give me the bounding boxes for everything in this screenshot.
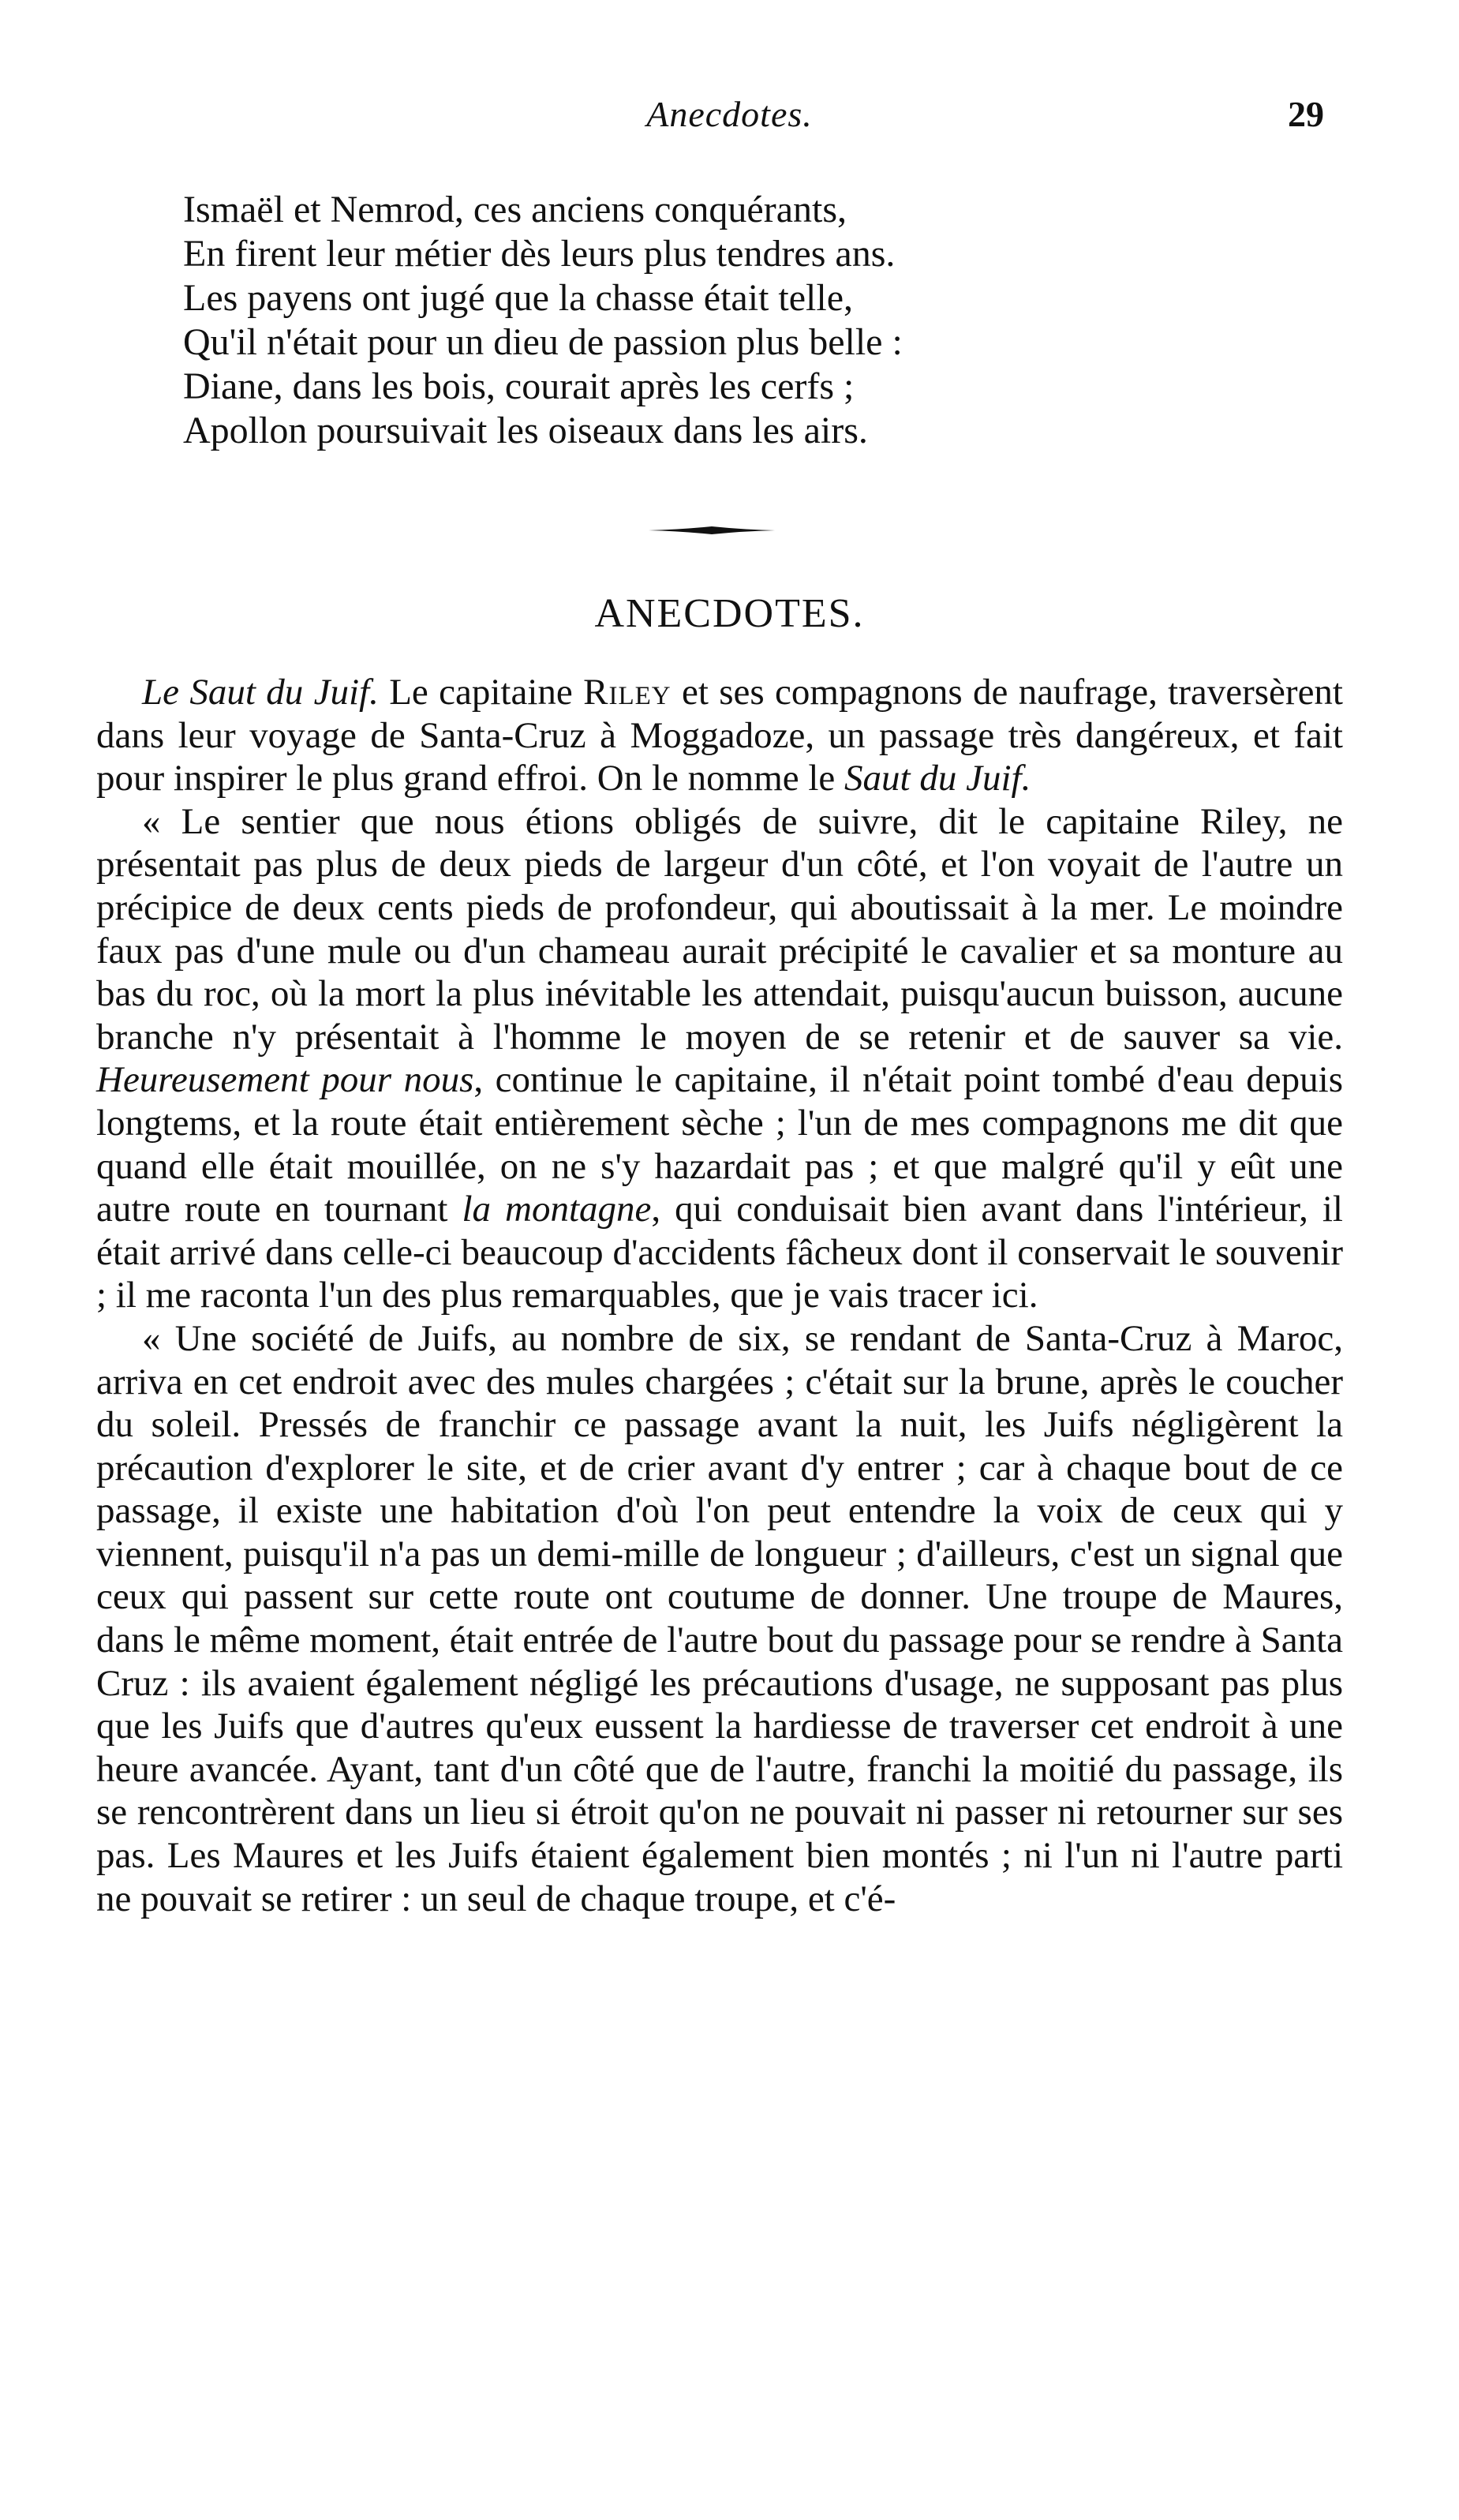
body-text (96, 671, 1343, 1920)
paragraph-text: « Une société de Juifs, au nombre de six, se rendant de Santa-Cruz à Maroc, arriva en cet endroit avec des mules chargées ; c'était sur la brune, après le coucher du soleil. Pressés de franchir ce passage avant la nuit, les Juifs négligèrent la précaution d'explorer le site, et de crier avant d'y entrer ; car à chaque bout de ce passage, il existe une habitation d'où l'on peut entendre la voix de ceux qui y viennent, puisqu'il n'a pas un demi-mille de longueur ; d'ailleurs, c'est un signal que ceux qui passent sur cette route ont coutume de donner. Une troupe de Maures, dans le même moment, était entrée de l'autre bout du passage pour se rendre à Santa Cruz : ils avaient également négligé les précautions d'usage, ne supposant pas plus que les Juifs que d'autres qu'eux eussent la hardiesse de traverser cet endroit à une heure avancée. Ayant, tant d'un côté que de l'autre, franchi la moitié du passage, ils se rencontrèrent dans un lieu si étroit qu'on ne pouvait ni passer ni retourner sur ses pas. Les Maures et les Juifs étaient également bien montés ; ni l'un ni l'autre parti ne pouvait se retirer : un seul de chaque troupe, et c'é- (96, 1317, 1343, 1919)
verse-stanza (183, 188, 1351, 453)
verse-line: En firent leur métier dès leurs plus tendres ans. (183, 233, 896, 275)
paragraph (96, 800, 1343, 1317)
emphasis-text: Heureusement pour nous (96, 1059, 474, 1101)
section-heading: ANECDOTES. (594, 591, 865, 636)
emphasis-text: la montagne (462, 1189, 652, 1230)
place-name: Saut du Juif. (844, 758, 1031, 799)
paragraph-text: « Le sentier que nous étions obligés de suivre, dit le capitaine Riley, ne présentait pas plus de deux pieds de largeur d'un côté, et l'on voyait de l'autre un précipice de deux cents pieds de profondeur, qui aboutissait à la mer. Le moindre faux pas d'une mule ou d'un chameau aurait précipité le cavalier et sa monture au bas du roc, où la mort la plus inévitable les attendait, puisqu'aucun buisson, aucune branche n'y présentait à l'homme le moyen de se retenir et de sauver sa vie. (96, 800, 1343, 1058)
paragraph (96, 1317, 1343, 1920)
page-number: 29 (1288, 94, 1324, 134)
person-name: Riley (583, 672, 672, 713)
paragraph-text: , continue le capitaine, il n'était point tombé d'eau depuis longtems, et la route était entièrement sèche ; l'un de mes compagnons me dit que quand elle était mouillée, on ne s'y hazardait pas ; et que malgré qu'il y eût une autre route en tournant (96, 1059, 1343, 1230)
paragraph-text: , qui conduisait bien avant dans l'intérieur, il était arrivé dans celle-ci beaucoup d'accidents fâcheux dont il conservait le souvenir ; il me raconta l'un des plus remarquables, que je vais tracer ici. (96, 1189, 1343, 1316)
verse-line: Les payens ont jugé que la chasse était telle, (183, 277, 854, 319)
verse-line: Qu'il n'était pour un dieu de passion plus belle : (183, 321, 903, 363)
section-divider-ornament (649, 524, 775, 537)
verse-line: Diane, dans les bois, courait après les cerfs ; (183, 365, 855, 407)
paragraph (96, 671, 1343, 800)
paragraph-text: Le capitaine (378, 672, 584, 713)
anecdote-title: Le Saut du Juif. (142, 672, 379, 713)
paragraph-text: et ses compagnons de naufrage, traversèrent dans leur voyage de Santa-Cruz à Moggadoze, un passage très dangéreux, et fait pour inspirer le plus grand effroi. On le nomme le (96, 672, 1343, 799)
verse-line: Ismaël et Nemrod, ces anciens conquérants, (183, 189, 847, 230)
running-title: Anecdotes. (646, 94, 813, 134)
running-head (0, 93, 1459, 156)
verse-line: Apollon poursuivait les oiseaux dans les airs. (183, 410, 868, 451)
